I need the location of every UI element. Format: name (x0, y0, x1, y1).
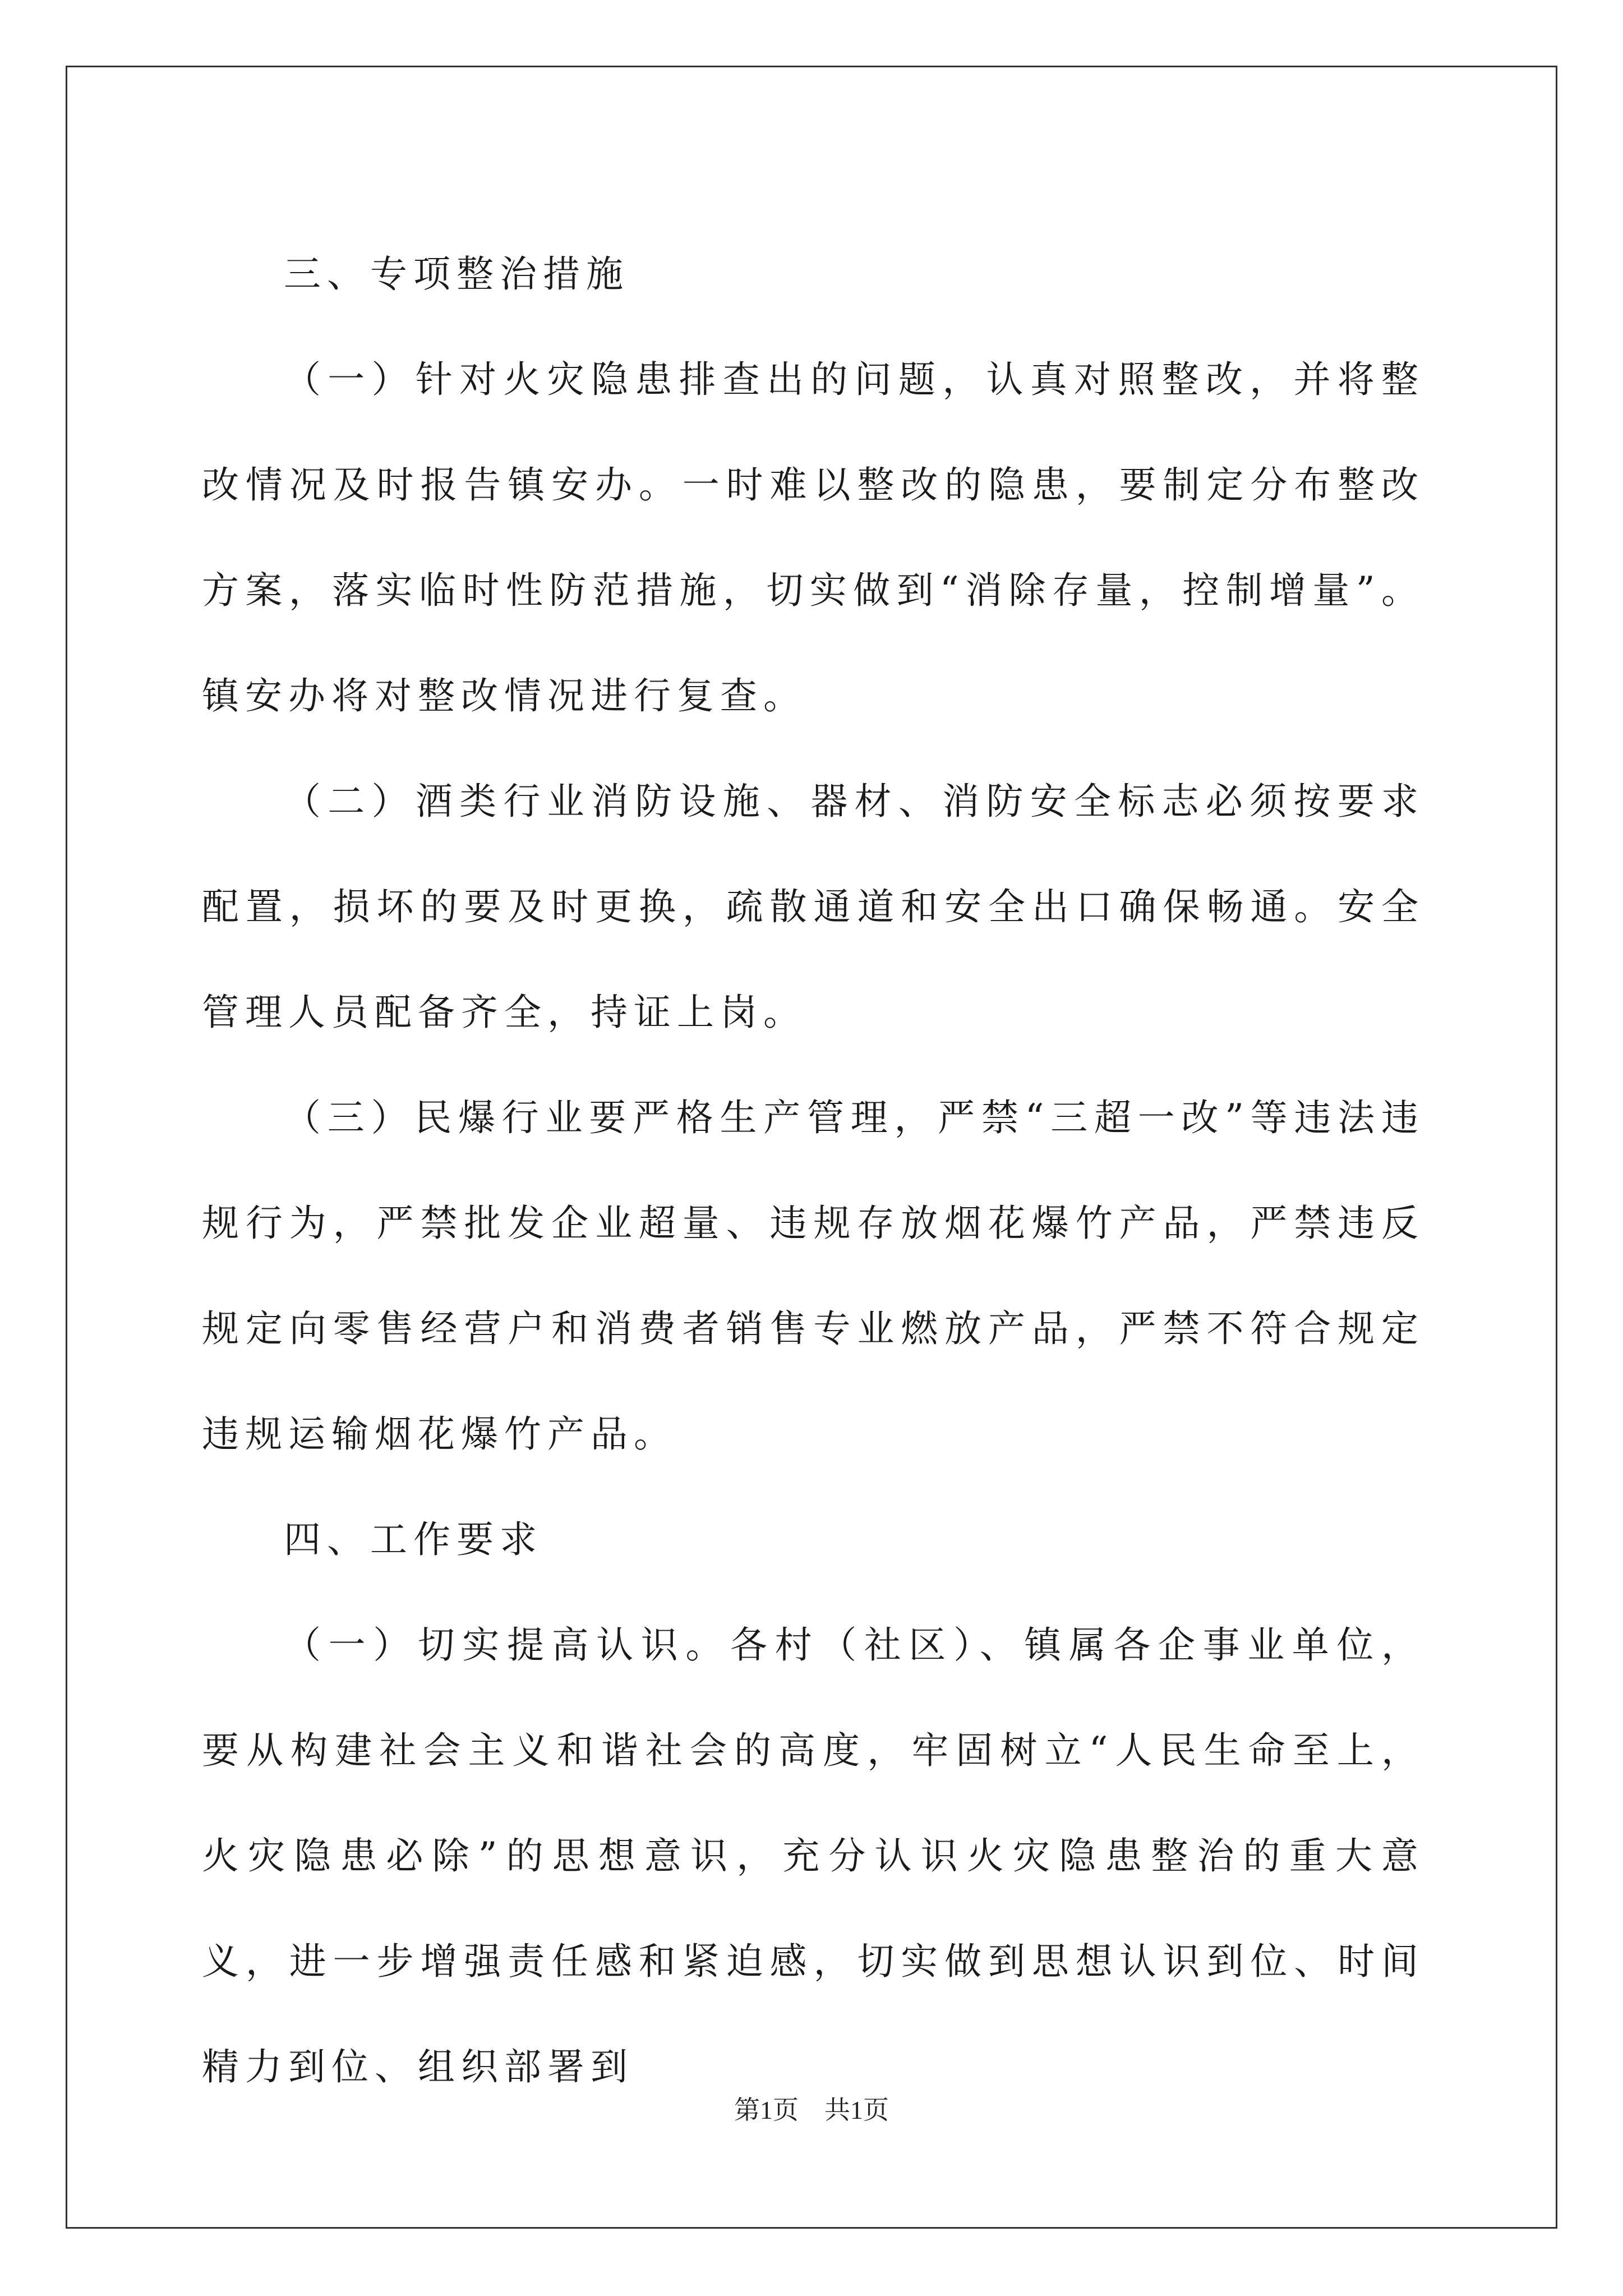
section-heading-4: 四、工作要求 (284, 1518, 543, 1561)
paragraph-item-1: （一）针对火灾隐患排查出的问题，认真对照整改，并将整改情况及时报告镇安办。一时难以整改的隐患，要制定分布整改方案，落实临时性防范措施，切实做到“消除存量，控制增量”。镇安办将对整改情况进行复查。 (202, 358, 1424, 717)
document-body (202, 222, 1424, 2120)
page-number-footer: 第1页 共1页 (734, 2096, 889, 2124)
paragraph-item-2: （二）酒类行业消防设施、器材、消防安全标志必须按要求配置，损坏的要及时更换，疏散通道和安全出口确保畅通。安全管理人员配备齐全，持证上岗。 (202, 780, 1424, 1034)
paragraph-requirement-1: （一）切实提高认识。各村（社区）、镇属各企事业单位，要从构建社会主义和谐社会的高度，牢固树立“人民生命至上，火灾隐患必除”的思想意识，充分认识火灾隐患整治的重大意义，进一步增强责任感和紧迫感，切实做到思想认识到位、时间精力到位、组织部署到 (202, 1623, 1424, 2088)
section-heading-3: 三、专项整治措施 (284, 252, 629, 296)
paragraph-item-3: （三）民爆行业要严格生产管理，严禁“三超一改”等违法违规行为，严禁批发企业超量、违规存放烟花爆竹产品，严禁违反规定向零售经营户和消费者销售专业燃放产品，严禁不符合规定违规运输烟花爆竹产品。 (202, 1096, 1424, 1456)
